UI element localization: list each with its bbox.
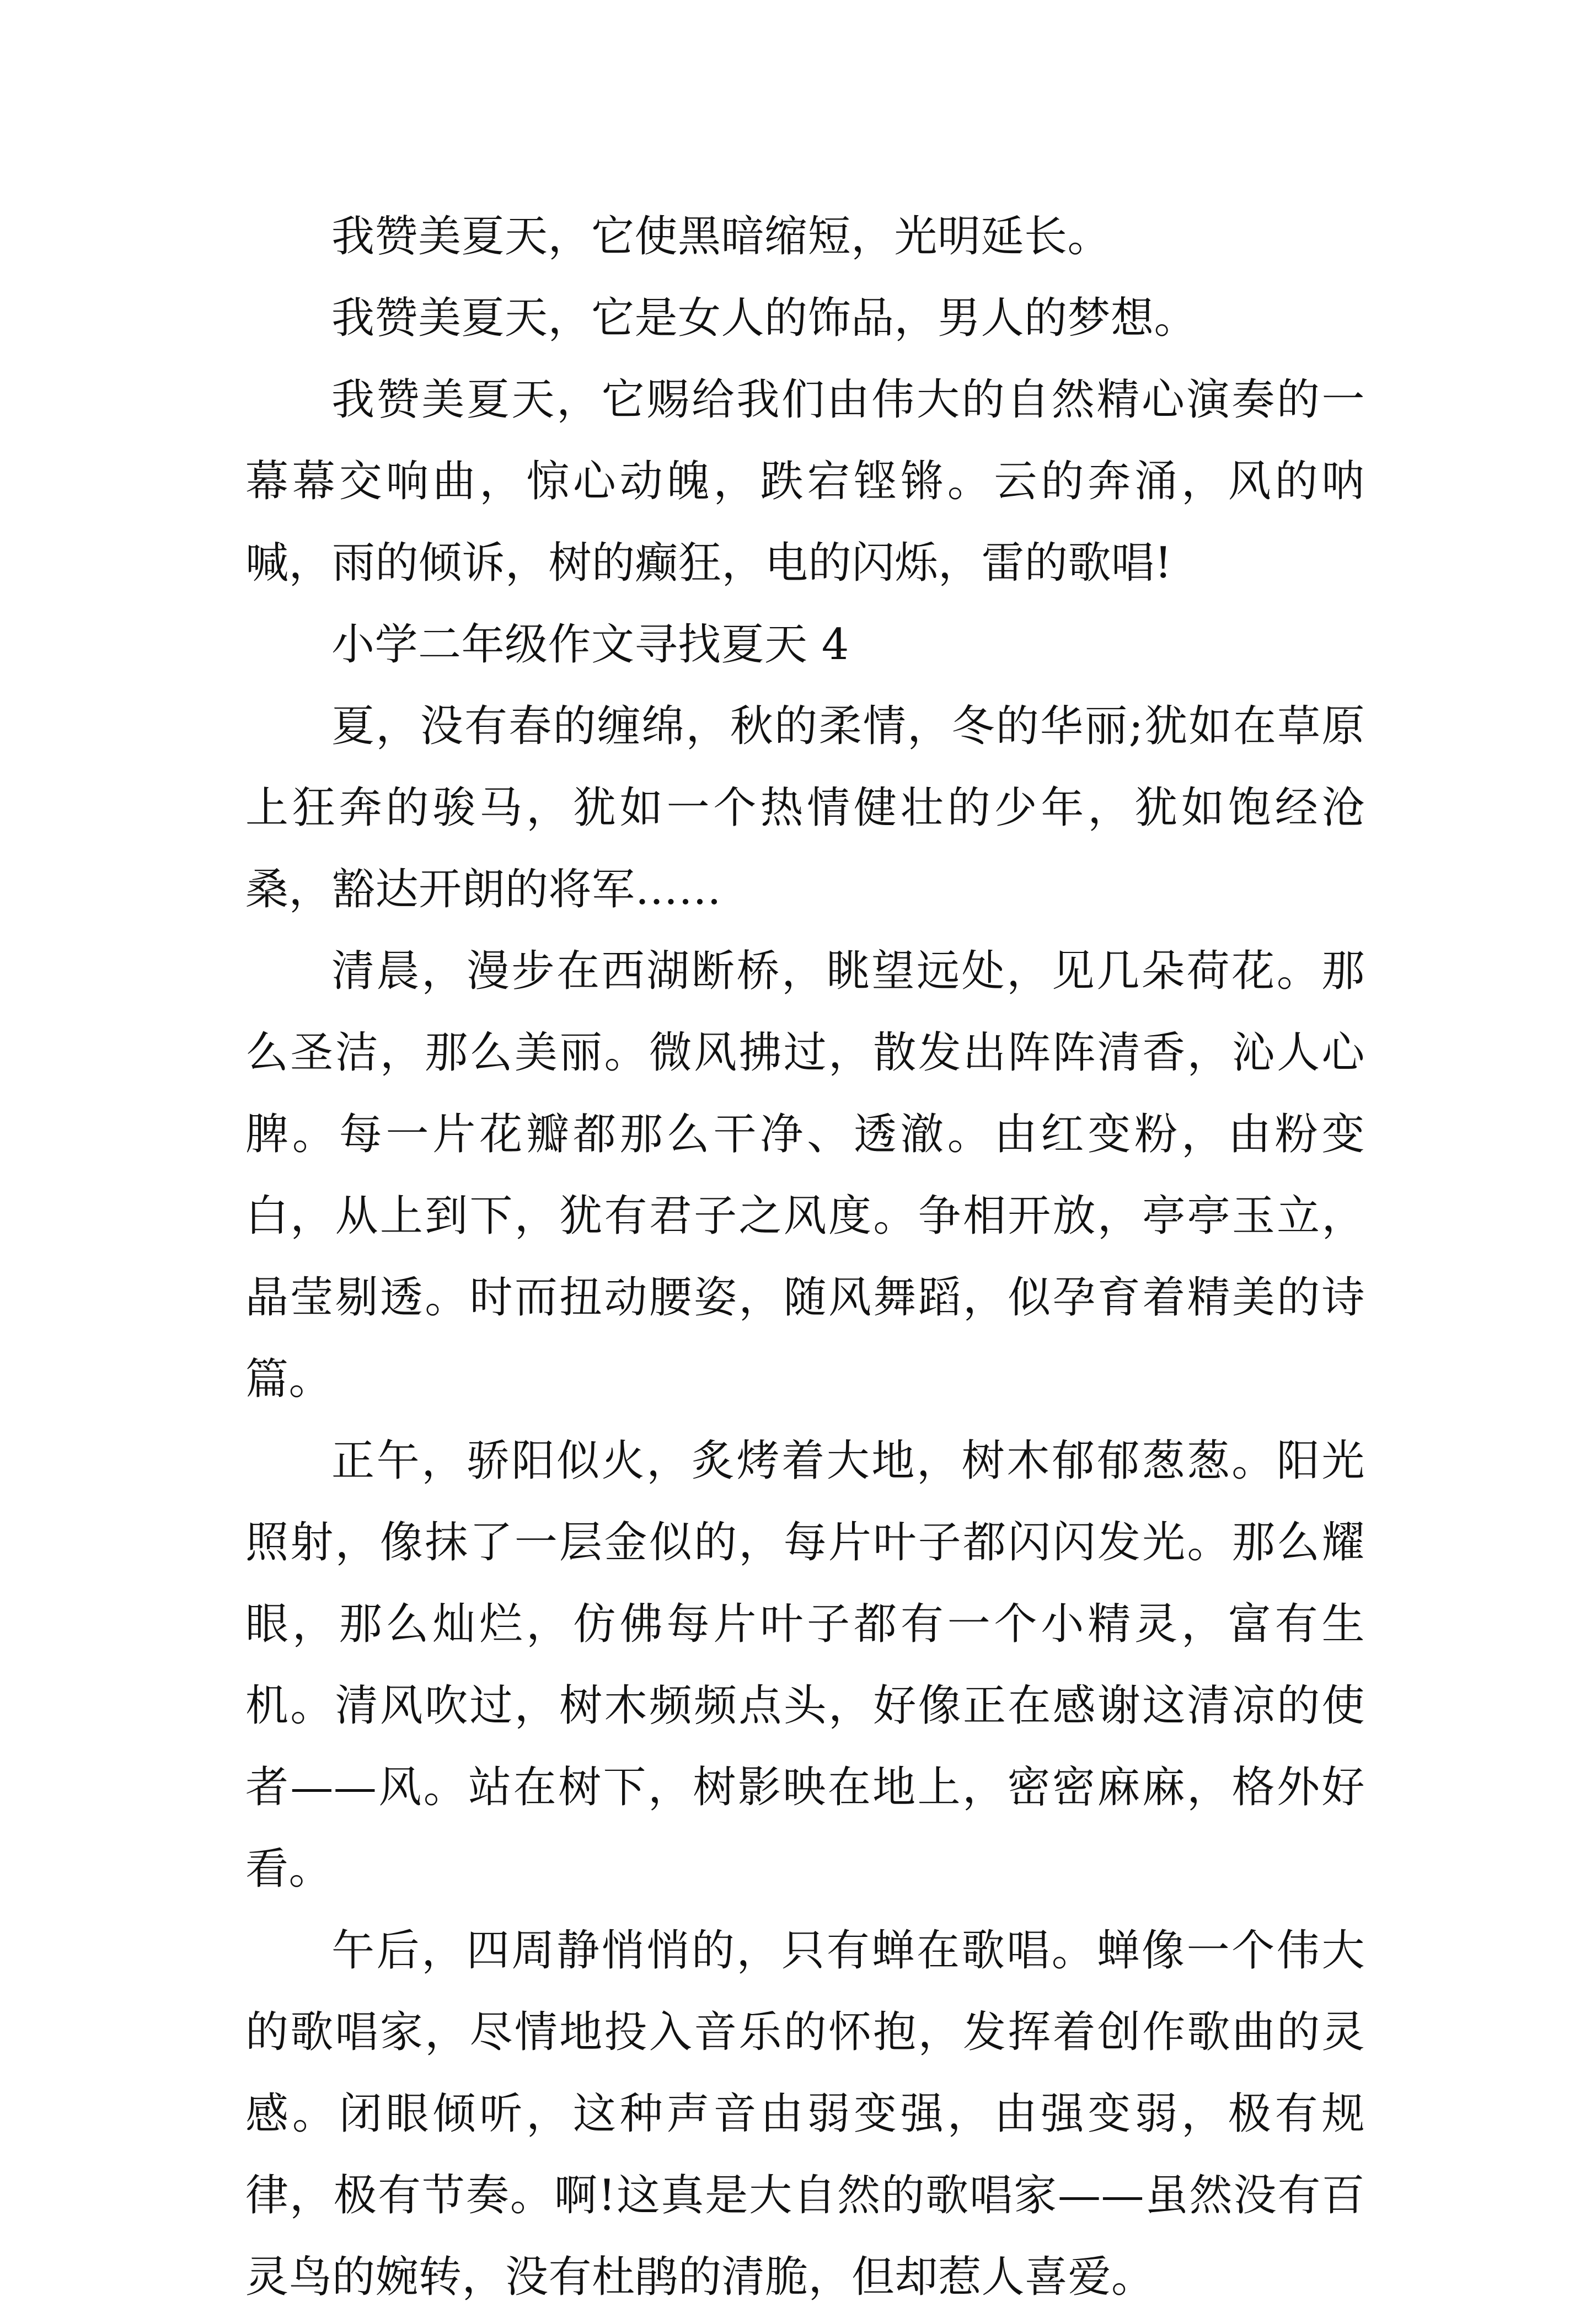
paragraph: 夏，没有春的缠绵，秋的柔情，冬的华丽;犹如在草原上狂奔的骏马，犹如一个热情健壮的少年，犹如饱经沧桑，豁达开朗的将军……	[245, 702, 1365, 914]
paragraph: 正午，骄阳似火，炙烤着大地，树木郁郁葱葱。阳光照射，像抹了一层金似的，每片叶子都闪闪发光。那么耀眼，那么灿烂，仿佛每片叶子都有一个小精灵，富有生机。清风吹过，树木频频点头，好像正在感谢这清凉的使者——风。站在树下，树影映在地上，密密麻麻，格外好看。	[245, 1436, 1365, 1894]
document-page	[245, 196, 1365, 2318]
paragraph: 清晨，漫步在西湖断桥，眺望远处，见几朵荷花。那么圣洁，那么美丽。微风拂过，散发出阵阵清香，沁人心脾。每一片花瓣都那么干净、透澈。由红变粉，由粉变白，从上到下，犹有君子之风度。争相开放，亭亭玉立，晶莹剔透。时而扭动腰姿，随风舞蹈，似孕育着精美的诗篇。	[245, 946, 1365, 1404]
paragraph: 我赞美夏天，它是女人的饰品，男人的梦想。	[331, 293, 1198, 343]
paragraph: 我赞美夏天，它赐给我们由伟大的自然精心演奏的一幕幕交响曲，惊心动魄，跌宕铿锵。云的奔涌，风的呐喊，雨的倾诉，树的癫狂，电的闪烁，雷的歌唱!	[245, 375, 1365, 588]
paragraph: 午后，四周静悄悄的，只有蝉在歌唱。蝉像一个伟大的歌唱家，尽情地投入音乐的怀抱，发挥着创作歌曲的灵感。闭眼倾听，这种声音由弱变强，由强变弱，极有规律，极有节奏。啊!这真是大自然的歌唱家——虽然没有百灵鸟的婉转，没有杜鹃的清脆，但却惹人喜爱。	[245, 1926, 1365, 2302]
section-heading: 小学二年级作文寻找夏天 4	[331, 620, 849, 670]
paragraph: 我赞美夏天，它使黑暗缩短，光明延长。	[331, 212, 1111, 261]
